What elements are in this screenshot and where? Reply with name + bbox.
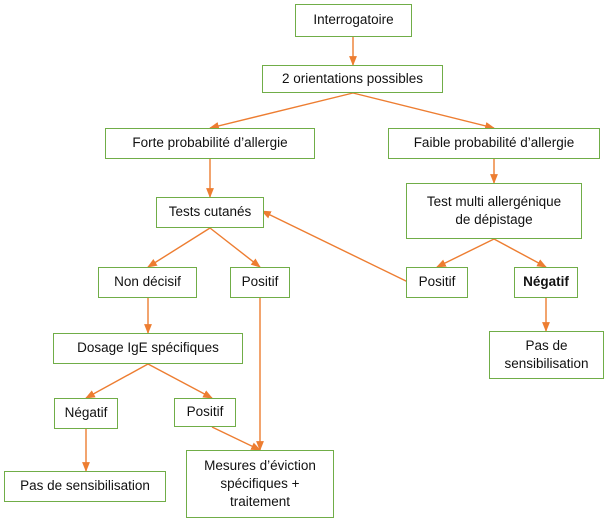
- arrow-positifdosage-to-mesures: [212, 427, 260, 450]
- node-mesures-eviction: Mesures d’éviction spécifiques + traitement: [186, 450, 334, 518]
- arrow-tests-to-nondecisif: [148, 228, 210, 267]
- node-negatif-dosage: Négatif: [54, 398, 118, 429]
- node-orientations: 2 orientations possibles: [262, 65, 443, 93]
- node-faible-probabilite: Faible probabilité d’allergie: [388, 128, 600, 159]
- node-non-decisif: Non décisif: [98, 267, 197, 298]
- node-positif-dosage: Positif: [174, 398, 236, 427]
- node-dosage-ige: Dosage IgE spécifiques: [53, 333, 243, 364]
- node-tests-cutanes: Tests cutanés: [156, 197, 264, 228]
- node-positif-cutane: Positif: [230, 267, 290, 298]
- node-test-multi-allergenique: Test multi allergénique de dépistage: [406, 183, 582, 239]
- node-negatif-multi: Négatif: [514, 267, 578, 298]
- node-positif-multi: Positif: [406, 267, 468, 298]
- arrow-dosage-to-positif: [148, 364, 212, 398]
- node-interrogatoire: Interrogatoire: [295, 4, 412, 37]
- node-pas-de-sensibilisation-left: Pas de sensibilisation: [4, 471, 166, 502]
- node-pas-de-sensibilisation-right: Pas de sensibilisation: [489, 331, 604, 379]
- arrow-testmulti-to-negatif: [494, 239, 546, 267]
- arrow-testmulti-to-positif: [437, 239, 494, 267]
- arrow-orientations-to-forte: [210, 93, 353, 128]
- arrow-orientations-to-faible: [353, 93, 494, 128]
- node-forte-probabilite: Forte probabilité d’allergie: [105, 128, 315, 159]
- arrow-tests-to-positif: [210, 228, 260, 267]
- arrow-dosage-to-negatif: [86, 364, 148, 398]
